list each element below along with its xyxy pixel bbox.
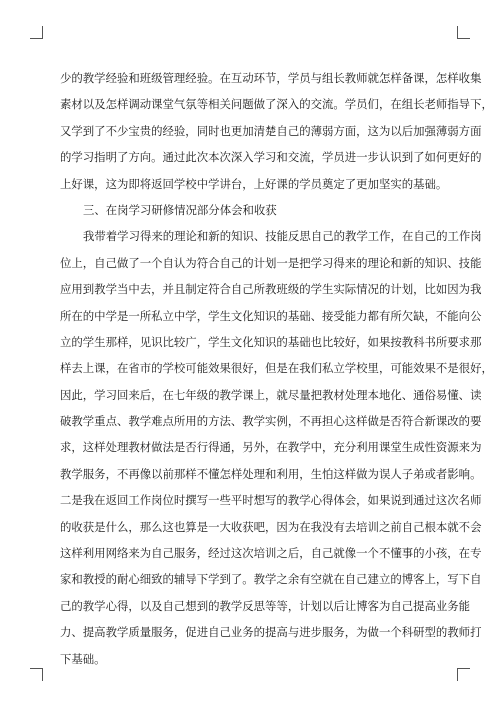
text-line: 样去上课，在省市的学校可能效果很好，但是在我们私立学校里，可能效果不是很好， [60, 361, 493, 376]
text-line: 的学习指明了方向。通过此次本次深入学习和交流，学员进一步认识到了如何更好的 [60, 150, 482, 165]
paragraph [60, 487, 482, 672]
text-line: 应用到教学当中去，并且制定符合自己所教班级的学生实际情况的计划，比如因为我 [60, 282, 482, 297]
text-line: 力、提高教学质量服务，促进自己业务的提高与进步服务，为做一个科研型的教师打 [60, 625, 482, 640]
section-heading [60, 197, 438, 223]
text-line: 少的教学经验和班级管理经验。在互动环节，学员与组长教师就怎样备课，怎样收集 [60, 71, 482, 85]
crop-mark-top-right [457, 26, 470, 39]
text-line: 破教学重点、教学难点所用的方法、教学实例，不再担心这样做是否符合新课改的要 [60, 414, 482, 429]
text-line: 家和教授的耐心细致的辅导下学到了。教学之余有空就在自己建立的博客上，写下自 [60, 572, 482, 587]
text-line: 因此，学习回来后，在七年级的教学课上，就尽量把教材处理本地化、通俗易懂、读 [60, 387, 482, 402]
text-line: 己的教学心得，以及自己想到的教学反思等等，计划以后让博客为自己提高业务能 [60, 598, 471, 613]
text-line: 位上，自己做了一个自认为符合自己的计划一是把学习得来的理论和新的知识、技能 [60, 255, 482, 270]
text-line: 素材以及怎样调动课堂气氛等相关问题做了深入的交流。学员们，在组长老师指导下， [60, 97, 493, 112]
text-line: 的收获是什么，那么这也算是一大收获吧，因为在我没有去培训之前自己根本就不会 [60, 519, 482, 534]
crop-mark-top-left [30, 26, 43, 39]
text-line: 我带着学习得来的理论和新的知识、技能反思自己的教学工作，在自己的工作岗 [83, 229, 482, 244]
text-line: 二是我在返回工作岗位时撰写一些平时想写的教学心得体会，如果说到通过这次名师 [60, 493, 482, 508]
text-line: 立的学生那样，见识比较广，学生文化知识的基础也比较好，如果按教科书所要求那 [60, 334, 482, 349]
heading-line: 三、在岗学习研修情况部分体会和收获 [83, 202, 277, 217]
text-line: 所在的中学是一所私立中学，学生文化知识的基础、接受能力都有所欠缺，不能向公 [60, 308, 482, 323]
document-body [60, 65, 493, 672]
text-line: 教学服务，不再像以前那样不懂怎样处理和利用，生怕这样做为误人子弟或者影响。 [60, 466, 482, 481]
text-line: 求，这样处理教材做法是否行得通，另外，在教学中，充分利用课堂生成性资源来为 [60, 440, 482, 455]
paragraph [60, 65, 493, 197]
paragraph [60, 223, 493, 487]
crop-mark-bottom-left [30, 668, 43, 681]
crop-mark-bottom-right [457, 668, 470, 681]
text-line: 又学到了不少宝贵的经验，同时也更加清楚自己的薄弱方面，这为以后加强薄弱方面 [60, 123, 482, 138]
text-line: 上好课，这为即将返回学校中学讲台，上好课的学员奠定了更加坚实的基础。 [60, 176, 448, 191]
text-line: 下基础。 [60, 651, 106, 666]
text-line: 这样利用网络来为自己服务，经过这次培训之后，自己就像一个不懂事的小孩，在专 [60, 546, 482, 561]
